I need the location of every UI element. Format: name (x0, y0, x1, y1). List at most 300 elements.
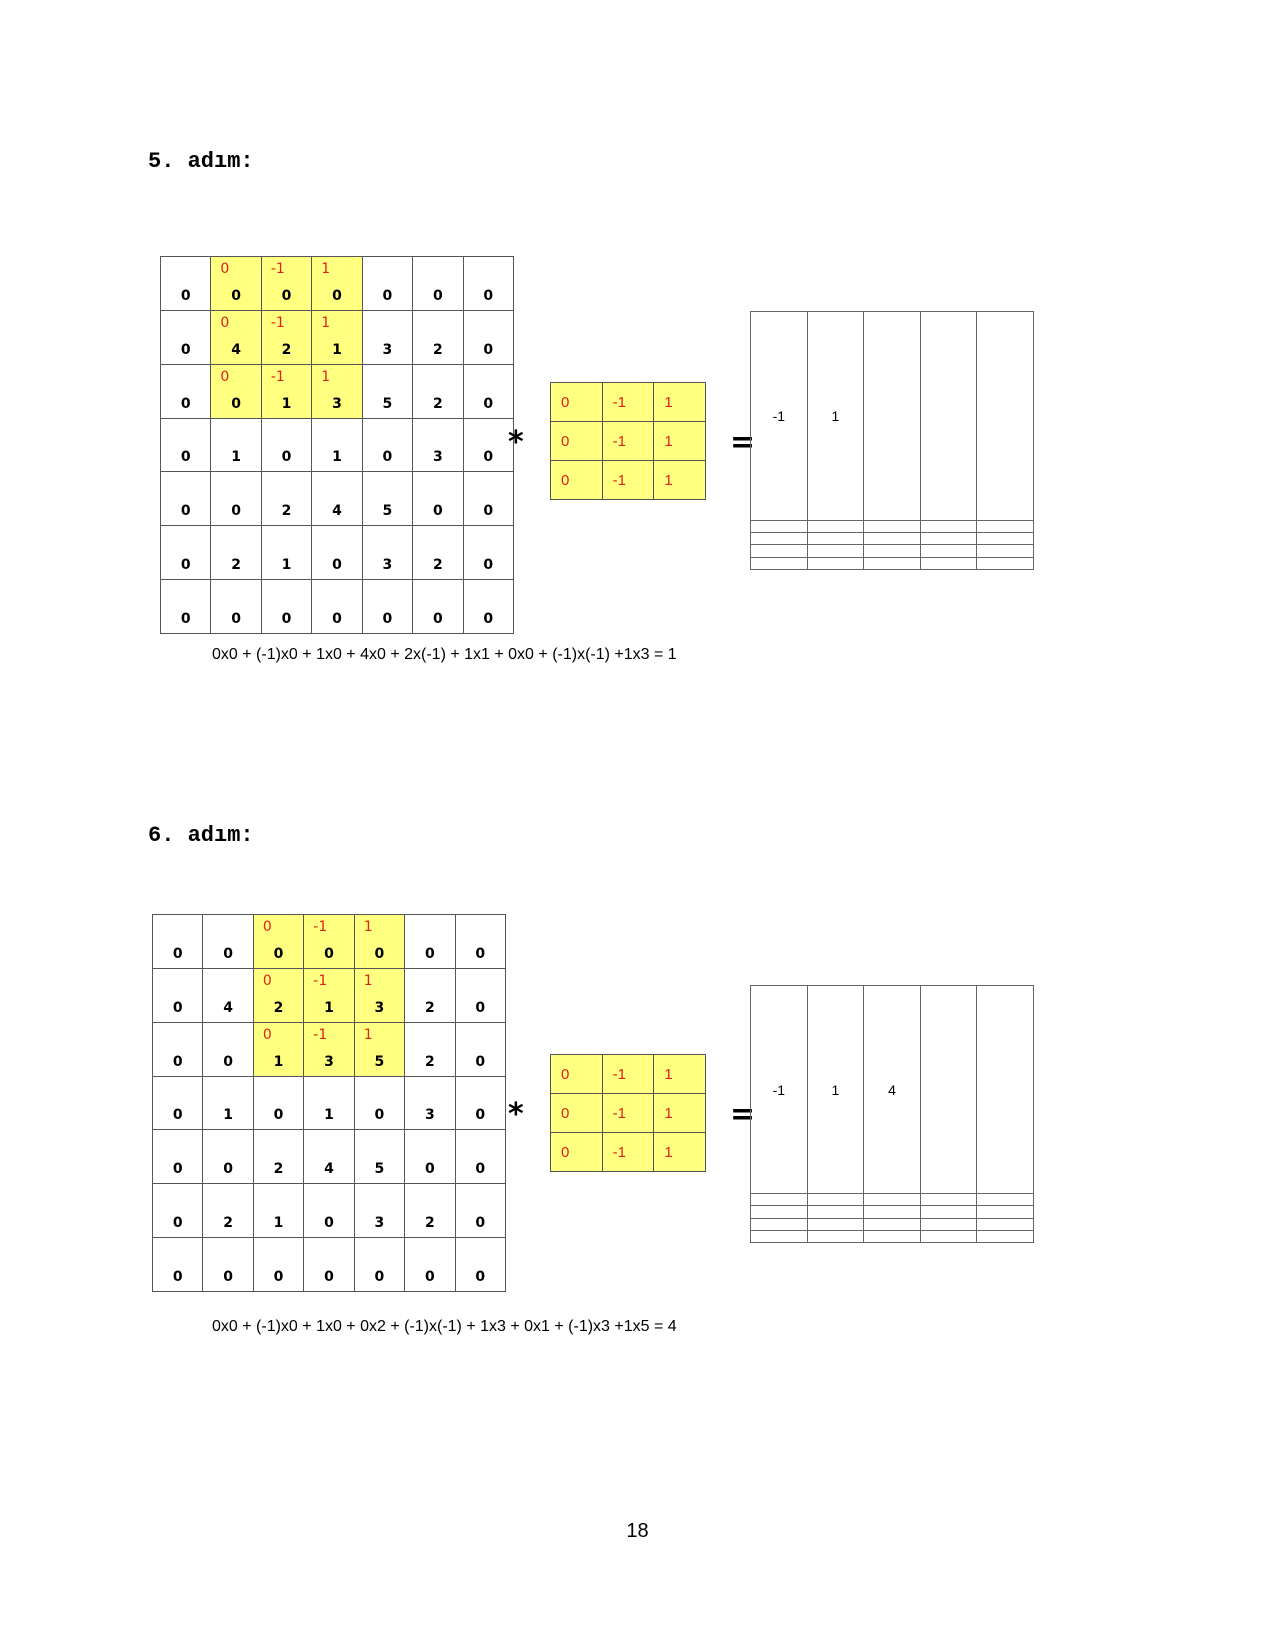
output-cell: 1 (807, 986, 864, 1194)
matrix-cell (463, 580, 513, 634)
cell-value: 1 (273, 1053, 284, 1070)
cell-value: 5 (382, 503, 393, 520)
matrix-cell (312, 526, 362, 580)
kernel-cell: 0 (551, 1055, 603, 1094)
kernel-weight: 0 (220, 314, 230, 331)
matrix-row (161, 418, 514, 472)
matrix-cell (153, 1130, 203, 1184)
output-cell: 4 (864, 986, 921, 1194)
cell-value: 1 (281, 395, 292, 412)
step-6-heading: 6. adım: (148, 823, 254, 848)
matrix-cell (413, 364, 463, 418)
matrix-cell (463, 364, 513, 418)
output-cell (751, 545, 808, 557)
matrix-cell (261, 310, 311, 364)
matrix-cell (463, 418, 513, 472)
cell-value: 0 (223, 1161, 233, 1178)
output-cell: 1 (807, 312, 864, 521)
matrix-cell (211, 580, 261, 634)
kernel-cell: 1 (654, 383, 706, 422)
matrix-cell (413, 580, 463, 634)
output-cell (977, 1218, 1034, 1230)
matrix-cell (261, 364, 311, 418)
output-cell (864, 1194, 921, 1206)
step-5-output-matrix (750, 311, 1034, 570)
cell-value: 3 (382, 557, 393, 574)
step-5-kernel (550, 382, 706, 500)
cell-value: 2 (281, 341, 292, 358)
cell-value: 0 (483, 557, 494, 574)
matrix-cell (153, 1184, 203, 1238)
matrix-cell (455, 1238, 505, 1292)
cell-value: 3 (382, 341, 393, 358)
cell-value: 0 (223, 1269, 233, 1285)
cell-value: 0 (382, 611, 393, 627)
kernel-cell: -1 (602, 1055, 654, 1094)
matrix-cell (161, 580, 211, 634)
step-6-equals-operator: = (730, 1097, 756, 1132)
kernel-weight: 1 (363, 1026, 373, 1043)
matrix-row (161, 580, 514, 634)
matrix-cell (413, 418, 463, 472)
cell-value: 2 (281, 503, 292, 520)
output-row (751, 557, 1034, 569)
matrix-cell (153, 968, 203, 1022)
matrix-cell (362, 310, 412, 364)
matrix-cell (463, 257, 513, 311)
matrix-cell (304, 1022, 354, 1076)
matrix-row (161, 364, 514, 418)
cell-value: 0 (180, 449, 191, 466)
matrix-cell (153, 915, 203, 969)
cell-value: 4 (223, 999, 233, 1016)
kernel-weight: -1 (270, 368, 285, 385)
output-cell (864, 545, 921, 557)
output-cell (920, 557, 977, 569)
kernel-cell: 0 (551, 422, 603, 461)
output-row (751, 986, 1034, 1194)
matrix-cell (203, 1022, 253, 1076)
cell-value: 0 (172, 1107, 183, 1124)
kernel-weight: -1 (313, 919, 328, 935)
cell-value: 0 (483, 503, 494, 520)
matrix-cell (261, 526, 311, 580)
output-row (751, 312, 1034, 521)
cell-value: 0 (223, 1053, 233, 1070)
kernel-weight: -1 (313, 1026, 328, 1043)
output-cell (920, 1194, 977, 1206)
matrix-cell (161, 310, 211, 364)
cell-value: 2 (223, 1215, 233, 1232)
matrix-cell (405, 915, 455, 969)
step-5-input-matrix (160, 256, 514, 634)
matrix-cell (362, 418, 412, 472)
matrix-cell (253, 1184, 303, 1238)
cell-value: 0 (475, 945, 486, 962)
cell-value: 0 (273, 945, 284, 962)
output-cell (751, 1218, 808, 1230)
cell-value: 2 (424, 1215, 435, 1232)
kernel-weight: 1 (363, 972, 373, 989)
matrix-cell (354, 1076, 404, 1130)
output-row (751, 1194, 1034, 1206)
output-cell (977, 533, 1034, 545)
kernel-cell: 1 (654, 1133, 706, 1172)
output-cell (751, 520, 808, 532)
matrix-cell (413, 526, 463, 580)
matrix-row (153, 1076, 506, 1130)
output-cell (807, 533, 864, 545)
kernel-cell: 0 (551, 1094, 603, 1133)
output-cell (977, 557, 1034, 569)
cell-value: 0 (483, 395, 494, 412)
matrix-cell (304, 915, 354, 969)
cell-value: 0 (424, 1161, 435, 1178)
matrix-cell (455, 1130, 505, 1184)
matrix-cell (211, 418, 261, 472)
matrix-cell (354, 1022, 404, 1076)
kernel-cell: 1 (654, 461, 706, 500)
cell-value: 0 (180, 503, 191, 520)
kernel-cell: 0 (551, 461, 603, 500)
matrix-cell (455, 1022, 505, 1076)
output-cell: -1 (751, 312, 808, 521)
cell-value: 2 (273, 999, 284, 1016)
matrix-cell (413, 472, 463, 526)
matrix-cell (253, 968, 303, 1022)
output-cell (864, 533, 921, 545)
output-cell (807, 545, 864, 557)
cell-value: 1 (324, 999, 334, 1016)
output-cell (751, 533, 808, 545)
cell-value: 2 (432, 557, 443, 574)
matrix-cell (405, 968, 455, 1022)
output-row (751, 1230, 1034, 1242)
output-cell (920, 533, 977, 545)
cell-value: 0 (273, 1269, 284, 1285)
kernel-cell: 0 (551, 1133, 603, 1172)
matrix-cell (354, 1130, 404, 1184)
matrix-cell (362, 526, 412, 580)
cell-value: 0 (332, 557, 342, 574)
output-cell (977, 545, 1034, 557)
matrix-row (161, 310, 514, 364)
matrix-row (153, 1022, 506, 1076)
cell-value: 1 (273, 1215, 284, 1232)
cell-value: 0 (475, 1269, 486, 1285)
cell-value: 5 (382, 395, 393, 412)
cell-value: 0 (281, 611, 292, 627)
kernel-row (551, 1133, 706, 1172)
cell-value: 2 (432, 395, 443, 412)
output-cell (920, 1230, 977, 1242)
matrix-cell (253, 1022, 303, 1076)
matrix-cell (153, 1238, 203, 1292)
cell-value: 0 (273, 1107, 284, 1124)
cell-value: 0 (475, 1107, 486, 1124)
kernel-weight: 1 (321, 314, 331, 331)
matrix-cell (362, 580, 412, 634)
cell-value: 1 (332, 341, 342, 358)
matrix-cell (354, 968, 404, 1022)
output-cell (977, 1206, 1034, 1218)
step-6-formula: 0x0 + (-1)x0 + 1x0 + 0x2 + (-1)x(-1) + 1x3 + 0x1 + (-1)x3 +1x5 = 4 (212, 1318, 677, 1335)
kernel-row (551, 422, 706, 461)
output-cell (920, 545, 977, 557)
matrix-cell (253, 1130, 303, 1184)
cell-value: 1 (281, 557, 292, 574)
cell-value: 3 (324, 1053, 334, 1070)
matrix-cell (253, 915, 303, 969)
matrix-row (161, 526, 514, 580)
cell-value: 3 (332, 395, 342, 412)
matrix-cell (203, 1238, 253, 1292)
cell-value: 0 (475, 999, 486, 1016)
cell-value: 0 (382, 449, 393, 466)
matrix-cell (153, 1022, 203, 1076)
output-cell (751, 557, 808, 569)
cell-value: 0 (424, 1269, 435, 1285)
output-cell (920, 1206, 977, 1218)
matrix-cell (261, 472, 311, 526)
matrix-cell (203, 1130, 253, 1184)
cell-value: 0 (281, 287, 292, 304)
output-cell (807, 520, 864, 532)
output-cell (920, 520, 977, 532)
matrix-cell (413, 310, 463, 364)
matrix-cell (161, 472, 211, 526)
matrix-cell (362, 472, 412, 526)
matrix-row (153, 1238, 506, 1292)
cell-value: 0 (475, 1161, 486, 1178)
step-5-equals-operator: = (730, 425, 756, 460)
cell-value: 2 (273, 1161, 284, 1178)
cell-value: 1 (332, 449, 342, 466)
cell-value: 5 (374, 1053, 385, 1070)
cell-value: 0 (172, 1161, 183, 1178)
cell-value: 0 (281, 449, 292, 466)
step-5-heading: 5. adım: (148, 149, 254, 174)
matrix-cell (463, 526, 513, 580)
kernel-cell: 1 (654, 422, 706, 461)
output-cell (864, 1230, 921, 1242)
matrix-cell (211, 526, 261, 580)
matrix-cell (455, 968, 505, 1022)
cell-value: 0 (483, 449, 494, 466)
matrix-cell (203, 968, 253, 1022)
output-cell (864, 520, 921, 532)
kernel-weight: -1 (270, 314, 285, 331)
cell-value: 0 (475, 1053, 486, 1070)
output-cell (807, 557, 864, 569)
cell-value: 0 (324, 1215, 334, 1232)
matrix-cell (312, 418, 362, 472)
cell-value: 0 (483, 341, 494, 358)
kernel-cell: 1 (654, 1055, 706, 1094)
matrix-cell (312, 472, 362, 526)
matrix-cell (304, 1238, 354, 1292)
cell-value: 0 (231, 503, 241, 520)
cell-value: 0 (223, 945, 233, 962)
kernel-row (551, 1094, 706, 1133)
matrix-cell (203, 1184, 253, 1238)
matrix-cell (405, 1076, 455, 1130)
matrix-cell (161, 257, 211, 311)
kernel-cell: -1 (602, 1133, 654, 1172)
output-row (751, 533, 1034, 545)
matrix-cell (261, 580, 311, 634)
output-cell (864, 1206, 921, 1218)
kernel-cell: 1 (654, 1094, 706, 1133)
cell-value: 0 (172, 945, 183, 962)
matrix-cell (354, 1184, 404, 1238)
output-cell (864, 557, 921, 569)
cell-value: 0 (180, 287, 191, 304)
cell-value: 0 (180, 611, 191, 627)
cell-value: 0 (332, 287, 342, 304)
cell-value: 2 (231, 557, 241, 574)
matrix-cell (405, 1022, 455, 1076)
matrix-row (153, 915, 506, 969)
kernel-cell: -1 (602, 1094, 654, 1133)
output-cell (977, 312, 1034, 521)
matrix-cell (405, 1130, 455, 1184)
cell-value: 2 (424, 999, 435, 1016)
matrix-row (153, 1130, 506, 1184)
matrix-cell (312, 364, 362, 418)
output-cell (864, 1218, 921, 1230)
kernel-cell: 0 (551, 383, 603, 422)
step-6-input-matrix (152, 914, 506, 1292)
kernel-weight: 0 (220, 261, 230, 277)
output-cell (751, 1206, 808, 1218)
cell-value: 2 (424, 1053, 435, 1070)
output-cell (920, 1218, 977, 1230)
cell-value: 0 (483, 611, 494, 627)
matrix-cell (211, 257, 261, 311)
cell-value: 0 (424, 945, 435, 962)
cell-value: 0 (475, 1215, 486, 1232)
output-cell (751, 1230, 808, 1242)
matrix-cell (253, 1238, 303, 1292)
kernel-cell: -1 (602, 422, 654, 461)
cell-value: 0 (432, 611, 443, 627)
matrix-cell (354, 1238, 404, 1292)
cell-value: 0 (374, 1269, 385, 1285)
matrix-row (153, 1184, 506, 1238)
matrix-cell (304, 1130, 354, 1184)
kernel-row (551, 461, 706, 500)
cell-value: 0 (180, 395, 191, 412)
page-number: 18 (626, 1520, 649, 1542)
cell-value: 0 (332, 611, 342, 627)
output-cell (864, 312, 921, 521)
cell-value: 0 (172, 1215, 183, 1232)
matrix-cell (161, 418, 211, 472)
matrix-cell (153, 1076, 203, 1130)
step-6-convolution-operator: * (508, 1097, 524, 1132)
step-5-convolution-operator: * (508, 425, 524, 460)
output-cell (807, 1194, 864, 1206)
output-row (751, 545, 1034, 557)
matrix-cell (304, 1184, 354, 1238)
step-6-kernel (550, 1054, 706, 1172)
cell-value: 0 (172, 999, 183, 1016)
matrix-cell (261, 418, 311, 472)
matrix-cell (161, 526, 211, 580)
matrix-cell (203, 915, 253, 969)
kernel-weight: 0 (262, 919, 272, 935)
output-cell (751, 1194, 808, 1206)
kernel-row (551, 1055, 706, 1094)
cell-value: 1 (223, 1107, 233, 1124)
cell-value: 0 (432, 503, 443, 520)
kernel-weight: 1 (363, 919, 373, 935)
matrix-cell (312, 310, 362, 364)
matrix-cell (413, 257, 463, 311)
kernel-weight: 0 (262, 1026, 272, 1043)
output-cell (977, 1194, 1034, 1206)
cell-value: 0 (374, 1107, 385, 1124)
cell-value: 1 (324, 1107, 334, 1124)
matrix-cell (362, 364, 412, 418)
cell-value: 3 (424, 1107, 435, 1124)
step-5-formula: 0x0 + (-1)x0 + 1x0 + 4x0 + 2x(-1) + 1x1 + 0x0 + (-1)x(-1) +1x3 = 1 (212, 646, 677, 663)
cell-value: 4 (324, 1161, 334, 1178)
cell-value: 0 (432, 287, 443, 304)
matrix-cell (211, 364, 261, 418)
cell-value: 0 (172, 1053, 183, 1070)
matrix-cell (211, 310, 261, 364)
matrix-cell (455, 915, 505, 969)
kernel-cell: -1 (602, 383, 654, 422)
cell-value: 0 (382, 287, 393, 304)
cell-value: 0 (231, 287, 241, 304)
cell-value: 3 (432, 449, 443, 466)
matrix-cell (203, 1076, 253, 1130)
output-cell: -1 (751, 986, 808, 1194)
matrix-cell (362, 257, 412, 311)
kernel-weight: 0 (220, 368, 230, 385)
matrix-cell (304, 1076, 354, 1130)
cell-value: 0 (231, 611, 241, 627)
output-cell (807, 1206, 864, 1218)
matrix-cell (253, 1076, 303, 1130)
kernel-weight: 0 (262, 972, 272, 989)
cell-value: 3 (374, 1215, 385, 1232)
cell-value: 3 (374, 999, 385, 1016)
output-cell (920, 312, 977, 521)
cell-value: 0 (324, 945, 334, 962)
cell-value: 5 (374, 1161, 385, 1178)
cell-value: 4 (231, 341, 241, 358)
cell-value: 0 (483, 287, 494, 304)
kernel-weight: -1 (270, 261, 285, 277)
cell-value: 1 (231, 449, 241, 466)
cell-value: 0 (231, 395, 241, 412)
matrix-row (161, 472, 514, 526)
matrix-cell (405, 1184, 455, 1238)
output-cell (807, 1218, 864, 1230)
matrix-cell (463, 310, 513, 364)
matrix-row (161, 257, 514, 311)
cell-value: 4 (332, 503, 342, 520)
output-cell (807, 1230, 864, 1242)
output-row (751, 1218, 1034, 1230)
matrix-row (153, 968, 506, 1022)
cell-value: 0 (374, 945, 385, 962)
matrix-cell (312, 580, 362, 634)
